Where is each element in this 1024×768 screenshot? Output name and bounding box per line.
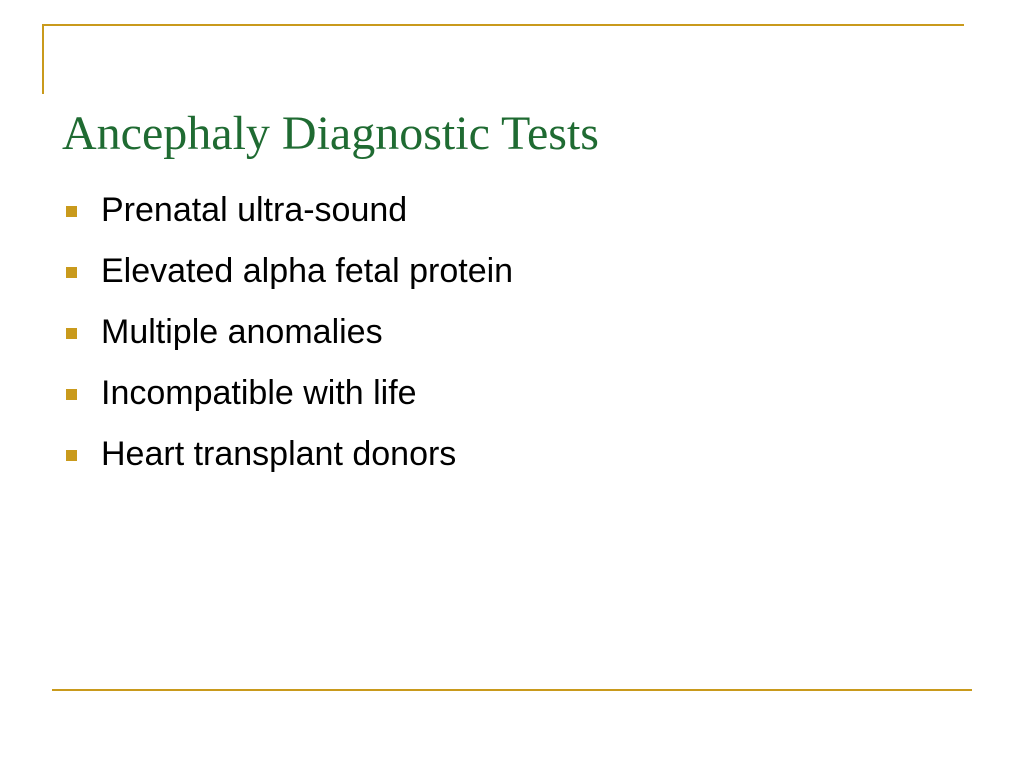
square-bullet-icon [66, 328, 77, 339]
square-bullet-icon [66, 450, 77, 461]
square-bullet-icon [66, 267, 77, 278]
bullet-text: Heart transplant donors [101, 435, 457, 473]
slide-title: Ancephaly Diagnostic Tests [62, 107, 599, 160]
bullet-text: Multiple anomalies [101, 313, 383, 351]
square-bullet-icon [66, 206, 77, 217]
bullet-text: Incompatible with life [101, 374, 417, 412]
bullet-text: Elevated alpha fetal protein [101, 252, 514, 290]
top-accent-rule [42, 24, 964, 26]
square-bullet-icon [66, 389, 77, 400]
bullet-text: Prenatal ultra-sound [101, 191, 408, 229]
left-accent-rule [42, 24, 44, 94]
bottom-accent-rule [52, 689, 972, 691]
